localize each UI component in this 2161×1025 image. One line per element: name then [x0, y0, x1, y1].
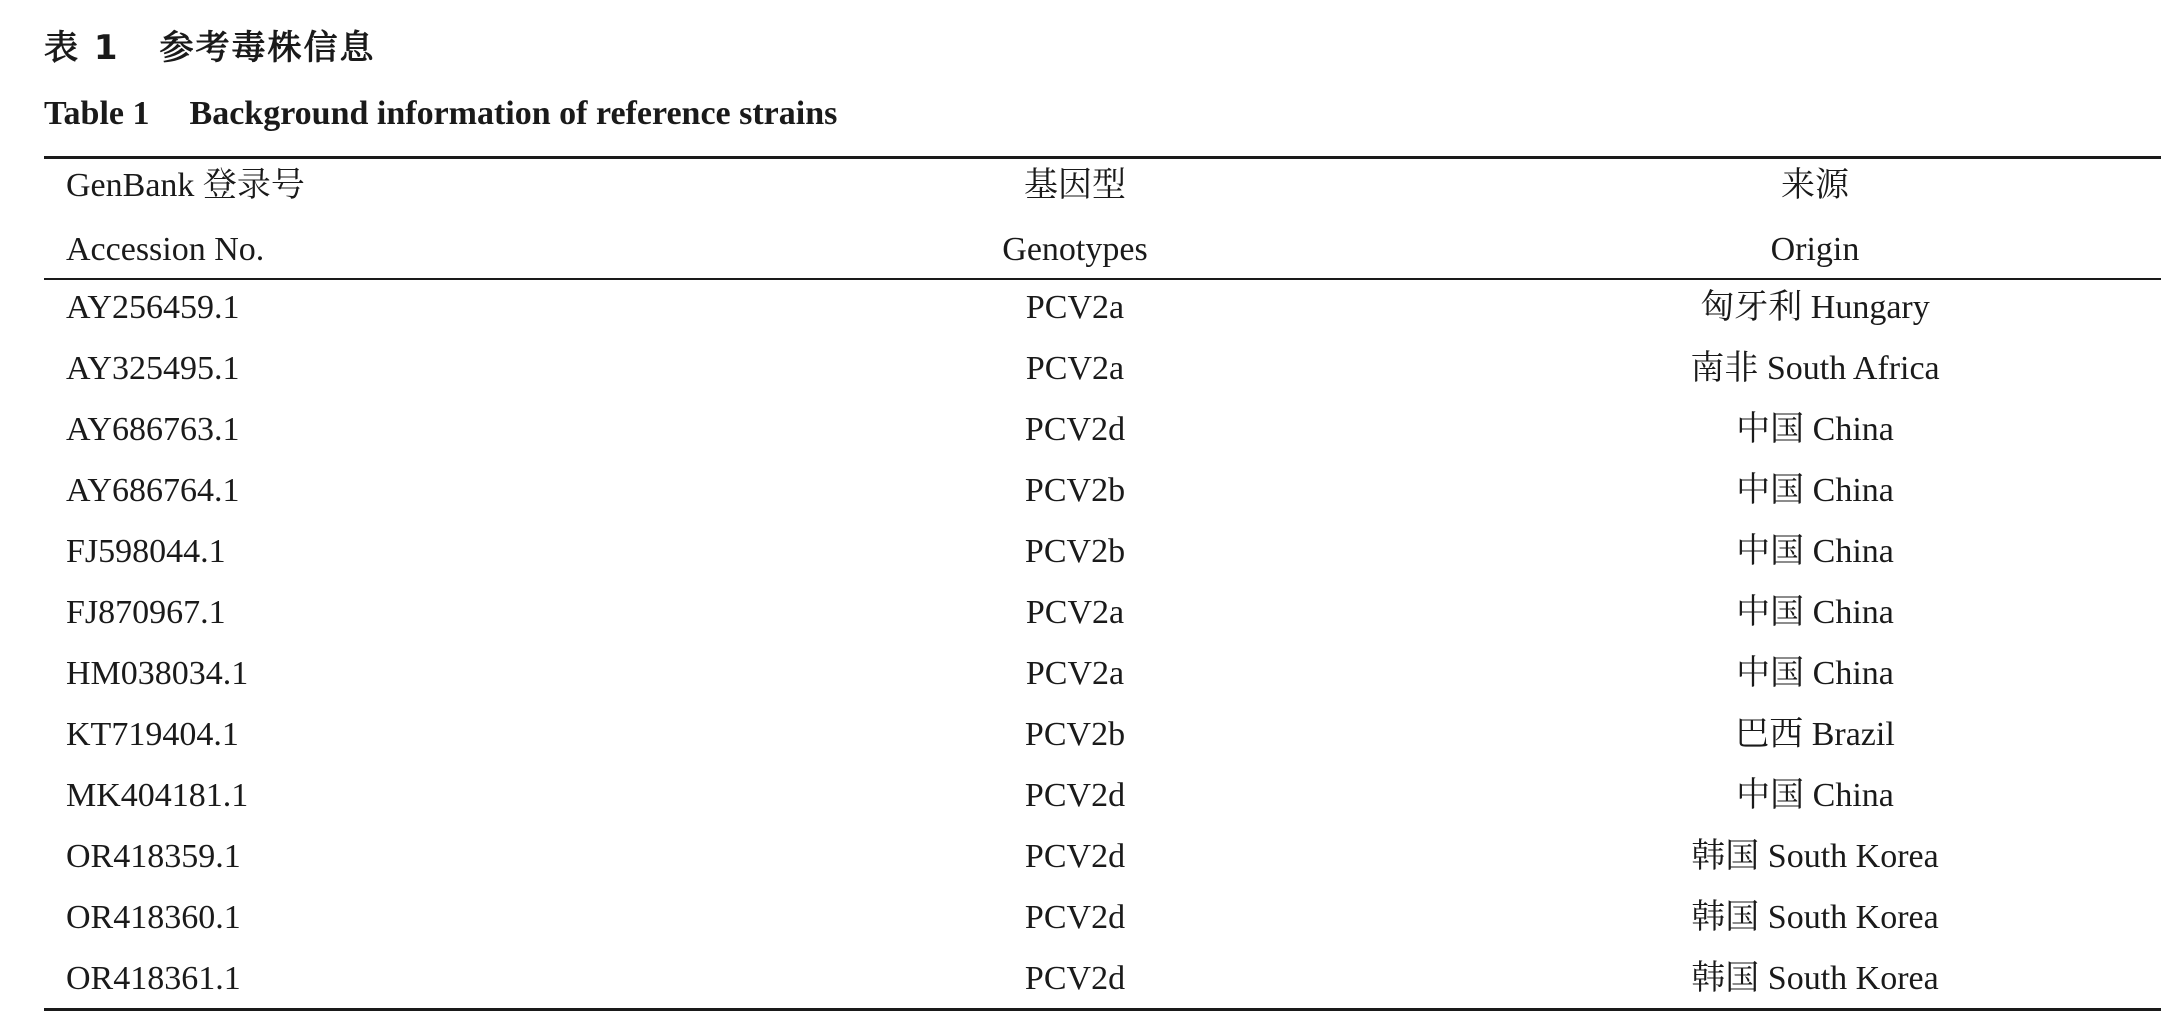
genotype-cell: PCV2b — [1024, 716, 1126, 753]
table-row — [0, 524, 2161, 580]
table-row — [0, 585, 2161, 641]
header-genotype-en: Genotypes — [1002, 231, 1148, 268]
genotype-cell: PCV2b — [1024, 472, 1126, 509]
origin-cell: 韩国 South Korea — [1691, 838, 1939, 875]
table-row — [0, 402, 2161, 458]
genotype-cell: PCV2a — [1025, 655, 1125, 692]
accession-cell: HM038034.1 — [66, 655, 249, 692]
accession-cell: OR418360.1 — [66, 899, 241, 936]
header-row-cn — [0, 158, 2161, 214]
table-row — [0, 768, 2161, 824]
header-accession-cn: GenBank 登录号 — [66, 167, 305, 204]
table-number-cn: 表 1 — [44, 28, 120, 68]
origin-cell: 韩国 South Korea — [1691, 960, 1939, 997]
accession-cell: FJ598044.1 — [66, 533, 226, 570]
origin-cell: 巴西 Brazil — [1735, 716, 1895, 753]
accession-cell: KT719404.1 — [66, 716, 239, 753]
header-origin-cn: 来源 — [1781, 167, 1849, 204]
table-bottom-rule — [44, 1008, 2161, 1011]
table-row — [0, 646, 2161, 702]
table-caption-cn — [44, 24, 376, 72]
origin-cell: 中国 China — [1736, 777, 1894, 814]
genotype-cell: PCV2d — [1024, 899, 1126, 936]
origin-cell: 中国 China — [1736, 655, 1894, 692]
genotype-cell: PCV2a — [1025, 289, 1125, 326]
origin-cell: 韩国 South Korea — [1691, 899, 1939, 936]
accession-cell: AY256459.1 — [66, 289, 240, 326]
origin-cell: 中国 China — [1736, 411, 1894, 448]
table-caption-en — [44, 90, 837, 138]
genotype-cell: PCV2a — [1025, 350, 1125, 387]
accession-cell: FJ870967.1 — [66, 594, 226, 631]
accession-cell: AY325495.1 — [66, 350, 240, 387]
table-title-cn: 参考毒株信息 — [159, 28, 376, 68]
table-row — [0, 341, 2161, 397]
table-row — [0, 463, 2161, 519]
genotype-cell: PCV2d — [1024, 411, 1126, 448]
table-row — [0, 829, 2161, 885]
header-origin-en: Origin — [1770, 231, 1860, 268]
origin-cell: 中国 China — [1736, 594, 1894, 631]
table-row — [0, 890, 2161, 946]
accession-cell: OR418359.1 — [66, 838, 241, 875]
accession-cell: OR418361.1 — [66, 960, 241, 997]
accession-cell: AY686763.1 — [66, 411, 240, 448]
table-title-en: Background information of reference strains — [189, 95, 838, 132]
origin-cell: 中国 China — [1736, 472, 1894, 509]
origin-cell: 匈牙利 Hungary — [1700, 289, 1930, 326]
header-accession-en: Accession No. — [66, 231, 265, 268]
origin-cell: 中国 China — [1736, 533, 1894, 570]
genotype-cell: PCV2d — [1024, 960, 1126, 997]
header-row-en — [0, 222, 2161, 278]
accession-cell: MK404181.1 — [66, 777, 249, 814]
genotype-cell: PCV2d — [1024, 777, 1126, 814]
table-row — [0, 951, 2161, 1007]
table-row — [0, 707, 2161, 763]
table-number-en: Table 1 — [44, 95, 150, 132]
origin-cell: 南非 South Africa — [1690, 350, 1940, 387]
accession-cell: AY686764.1 — [66, 472, 240, 509]
table-row — [0, 280, 2161, 336]
genotype-cell: PCV2d — [1024, 838, 1126, 875]
genotype-cell: PCV2b — [1024, 533, 1126, 570]
header-genotype-cn: 基因型 — [1024, 167, 1126, 204]
genotype-cell: PCV2a — [1025, 594, 1125, 631]
